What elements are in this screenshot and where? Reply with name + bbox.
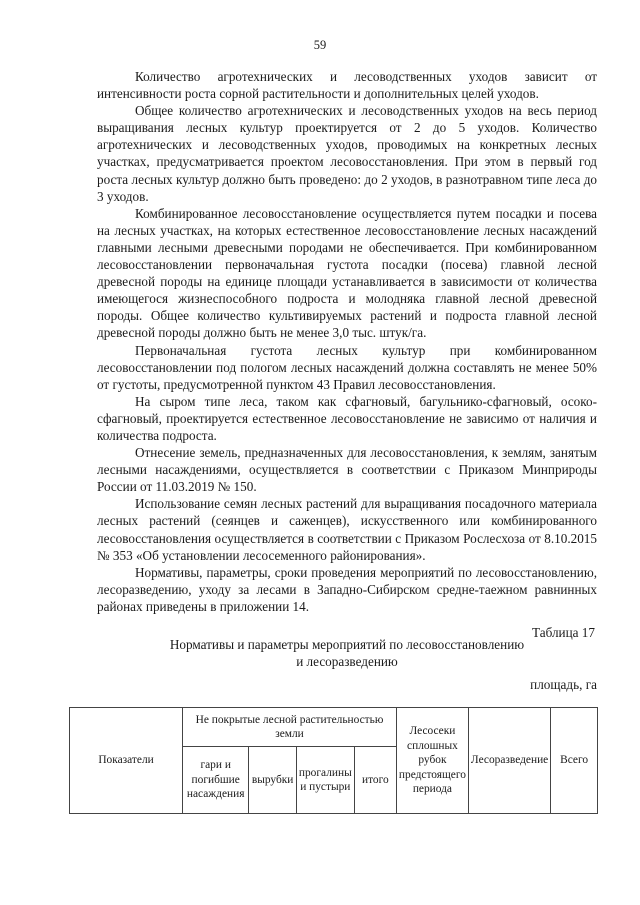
- header-total-sub: итого: [354, 747, 396, 814]
- table-title: [97, 636, 597, 670]
- paragraph: Количество агротехнических и лесоводственных уходов зависит от интенсивности роста сорной растительности и дополнительных целей уходов.: [97, 69, 597, 102]
- table-title-line: Нормативы и параметры мероприятий по лесовосстановлению: [169, 637, 525, 652]
- header-clearcut: Лесосеки сплошных рубок предстоящего периода: [396, 708, 468, 814]
- page-number: 59: [313, 38, 327, 52]
- header-indicators: Показатели: [70, 708, 183, 814]
- table-header-row: [70, 708, 598, 747]
- header-total: Всего: [551, 708, 598, 814]
- header-burned: гари и погибшие насаждения: [183, 747, 249, 814]
- header-not-covered: Не покрытые лесной растительностью земли: [183, 708, 397, 747]
- table-title-line: и лесоразведению: [296, 654, 398, 670]
- paragraph: Первоначальная густота лесных культур при комбинированном лесовосстановлении под пологом лесных насаждений должна составлять не менее 50% от густоты, предусмотренной пунктом 43 Правил лесовосстановления.: [97, 342, 597, 392]
- paragraph: Комбинированное лесовосстановление осуществляется путем посадки и посева на лесных участках, на которых естественное лесовосстановление лесных насаждений главными лесными древесными породами не обеспечивается. При комбинированном лесовосстановлении первоначальная густота посадки (посева) главной лесной древесной породы на единице площади устанавливается в зависимости от количества имеющегося жизнеспособного подроста и молодняка главной лесной древесной породы. Общее количество культивируемых растений и подроста главной лесной древесной породы должно быть не менее 3,0 тыс. штук/га.: [97, 205, 597, 341]
- paragraph: Использование семян лесных растений для выращивания посадочного материала лесных растений (сеянцев и саженцев), искусственного или комбинированного лесовосстановления осуществляется в соответствии с Приказом Рослесхоза от 8.10.2015 № 353 «Об установлении лесосеменного районирования».: [97, 496, 597, 563]
- header-glades: прогалины и пустыри: [296, 747, 354, 814]
- table-17: [69, 707, 598, 814]
- header-cutovers: вырубки: [249, 747, 297, 814]
- paragraph: Общее количество агротехнических и лесоводственных уходов на весь период выращивания лесных культур проектируется от 2 до 5 уходов. Количество агротехнических и лесоводственных уходов, проводимых на конкретных лесных участках, предусматривается проектом лесовосстановления. При этом в первый год роста лесных культур должно быть проведено: до 2 уходов, в разнотравном типе леса до 3 уходов.: [97, 103, 597, 204]
- table-label: Таблица 17: [532, 625, 595, 640]
- paragraph: Нормативы, параметры, сроки проведения мероприятий по лесовосстановлению, лесоразведению, уходу за лесами в Западно-Сибирском средне-таежном равнинных районах приведены в приложении 14.: [97, 564, 597, 614]
- paragraph: Отнесение земель, предназначенных для лесовосстановления, к землям, занятым лесными насаждениями, осуществляется в соответствии с Приказом Минприроды России от 11.03.2019 № 150.: [97, 445, 597, 495]
- body-text: [97, 68, 597, 615]
- table-unit: площадь, га: [530, 677, 597, 692]
- paragraph: На сыром типе леса, таком как сфагновый, багульнико-сфагновый, осоко-сфагновый, проектируется естественное лесовосстановление не зависимо от наличия и количества подроста.: [97, 393, 597, 443]
- header-afforestation: Лесоразведение: [468, 708, 550, 814]
